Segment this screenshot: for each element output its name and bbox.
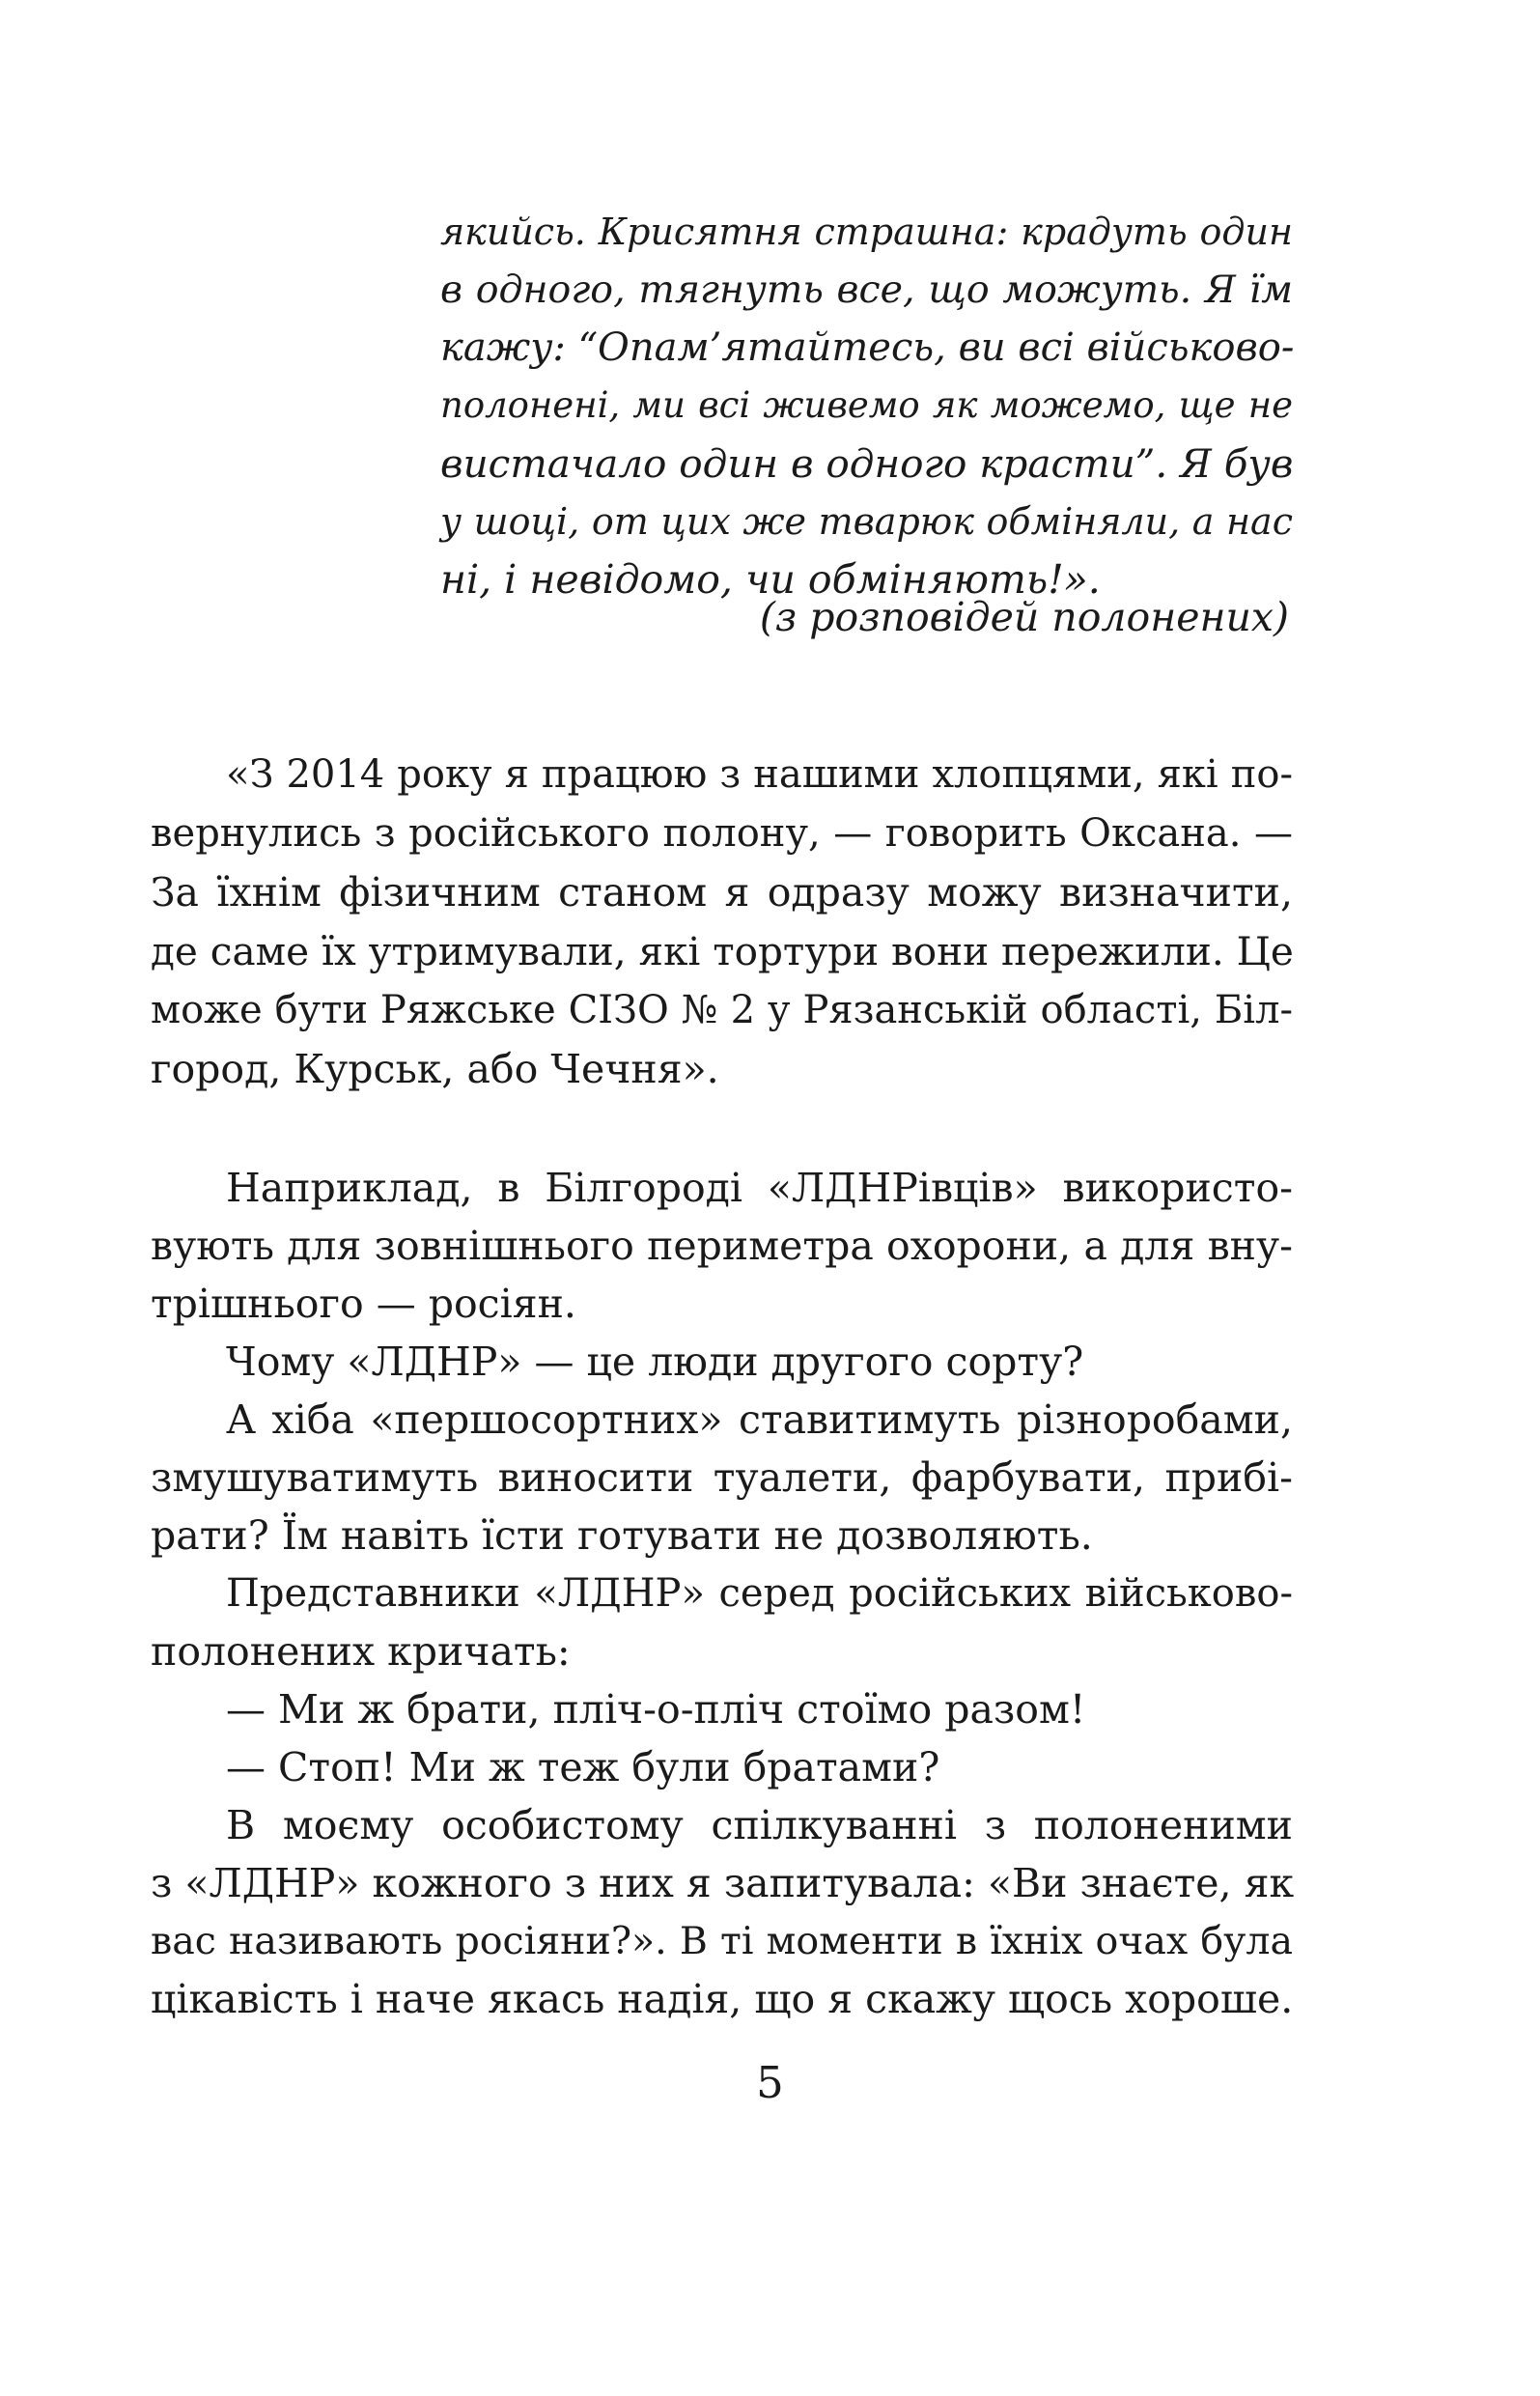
body-line: город, Курськ, або Чечня». — [151, 1046, 719, 1092]
body-line: полонених кричать: — [151, 1628, 571, 1675]
body-line: де саме їх утримували, які тортури вони пережили. Це — [151, 928, 1294, 974]
body-line: вас називають росіяни?». В ті моменти в їхніх очах була — [151, 1919, 1293, 1963]
body-line: вернулись з російського полону, — говорить Оксана. — — [151, 811, 1293, 856]
quote-attribution: (з розповідей полонених) — [759, 594, 1289, 640]
body-line: За їхнім фізичним станом я одразу можу визначити, — [151, 869, 1293, 916]
quote-line: полонені, ми всі живемо як можемо, ще не — [440, 384, 1293, 426]
body-line: Наприклад, в Білгороді «ЛДНРівців» використо- — [226, 1165, 1293, 1211]
body-line: — Ми ж брати, пліч-о-пліч стоїмо разом! — [226, 1686, 1086, 1733]
quote-line: кажу: “Опам’ятайтесь, ви всі військово- — [440, 325, 1295, 370]
quote-line: якийсь. Крисятня страшна: крадуть один — [440, 211, 1293, 253]
page-number: 5 — [756, 2057, 784, 2108]
body-line: цікавість і наче якась надія, що я скажу щось хороше. — [151, 1976, 1294, 2022]
body-line: рати? Їм навіть їсти готувати не дозволяють. — [151, 1512, 1093, 1559]
body-line: «З 2014 року я працюю з нашими хлопцями, які по- — [226, 752, 1293, 797]
quote-line: у шоці, от цих же тварюк обміняли, а нас — [440, 500, 1293, 543]
body-line: А хіба «першосортних» ставитимуть різноробами, — [226, 1396, 1293, 1443]
body-line: В моєму особистому спілкуванні з полоненими — [226, 1802, 1293, 1848]
quote-line: в одного, тягнуть все, що можуть. Я їм — [440, 268, 1293, 312]
body-line: — Стоп! Ми ж теж були братами? — [226, 1744, 940, 1790]
quote-line: вистачало один в одного красти”. Я був — [440, 440, 1294, 487]
body-line: з «ЛДНР» кожного з них я запитувала: «Ви знаєте, як — [151, 1860, 1295, 1906]
body-line: Чому «ЛДНР» — це люди другого сорту? — [226, 1339, 1084, 1385]
quote-line: ні, і невідомо, чи обміняють!». — [440, 556, 1101, 603]
body-line: трішнього — росіян. — [151, 1281, 576, 1327]
body-line: може бути Ряжське СІЗО № 2 у Рязанській області, Біл- — [151, 988, 1293, 1032]
body-line: вують для зовнішнього периметра охорони, а для вну- — [151, 1223, 1293, 1269]
body-line: змушуватимуть виносити туалети, фарбувати, прибі- — [151, 1454, 1293, 1501]
body-line: Представники «ЛДНР» серед російських військово- — [226, 1571, 1293, 1616]
